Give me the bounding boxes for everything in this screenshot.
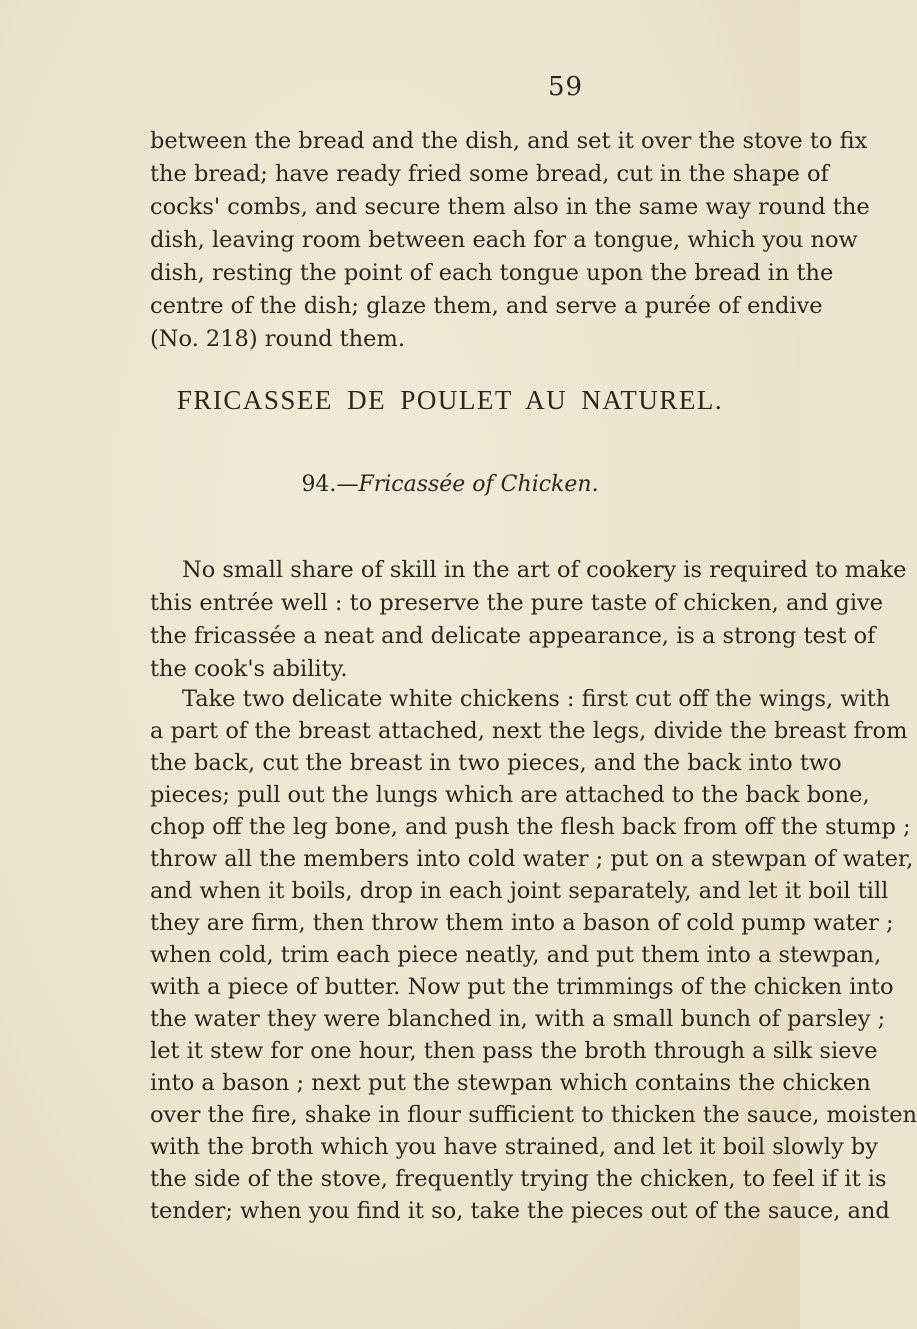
text-line: centre of the dish; glaze them, and serve a purée of endive xyxy=(150,293,823,319)
text-line: cocks' combs, and secure them also in the same way round the xyxy=(150,194,870,220)
text-line: throw all the members into cold water ; put on a stewpan of water, xyxy=(150,846,914,872)
text-line: they are firm, then throw them into a bason of cold pump water ; xyxy=(150,910,894,936)
text-line: tender; when you find it so, take the pieces out of the sauce, and xyxy=(150,1198,890,1224)
text-line: chop off the leg bone, and push the flesh back from off the stump ; xyxy=(150,814,911,840)
text-line: the side of the stove, frequently trying the chicken, to feel if it is xyxy=(150,1166,887,1192)
text-line: and when it boils, drop in each joint separately, and let it boil till xyxy=(150,878,889,904)
text-line: the water they were blanched in, with a small bunch of parsley ; xyxy=(150,1006,886,1032)
text-line: a part of the breast attached, next the legs, divide the breast from xyxy=(150,718,908,744)
method-paragraph xyxy=(150,683,917,1227)
text-line: the back, cut the breast in two pieces, and the back into two xyxy=(150,750,842,776)
text-line: dish, resting the point of each tongue upon the bread in the xyxy=(150,260,834,286)
text-line: the bread; have ready fried some bread, cut in the shape of xyxy=(150,161,829,187)
recipe-subtitle-text: —Fricassée of Chicken. xyxy=(336,472,599,497)
text-line: let it stew for one hour, then pass the broth through a silk sieve xyxy=(150,1038,878,1064)
intro-paragraph xyxy=(150,554,907,686)
text-line: with a piece of butter. Now put the trimmings of the chicken into xyxy=(150,974,894,1000)
text-line: over the fire, shake in flour sufficient to thicken the sauce, moisten xyxy=(150,1102,917,1128)
text-line: with the broth which you have strained, and let it boil slowly by xyxy=(150,1134,878,1160)
recipe-number: 94. xyxy=(301,472,337,497)
text-line: dish, leaving room between each for a tongue, which you now xyxy=(150,227,858,253)
text-line: the fricassée a neat and delicate appearance, is a strong test of xyxy=(150,623,876,649)
text-line: (No. 218) round them. xyxy=(150,326,405,352)
section-title: FRICASSEE DE POULET AU NATUREL. xyxy=(176,385,724,415)
text-line: pieces; pull out the lungs which are attached to the back bone, xyxy=(150,782,870,808)
text-line: between the bread and the dish, and set it over the stove to fix xyxy=(150,128,868,154)
text-line: Take two delicate white chickens : first cut off the wings, with xyxy=(182,686,891,712)
recipe-subtitle xyxy=(150,472,750,497)
page-number: 59 xyxy=(548,72,584,102)
text-line: the cook's ability. xyxy=(150,656,348,682)
text-line: No small share of skill in the art of cookery is required to make xyxy=(182,557,907,583)
text-line: when cold, trim each piece neatly, and put them into a stewpan, xyxy=(150,942,882,968)
continuation-paragraph xyxy=(150,125,870,356)
text-line: into a bason ; next put the stewpan which contains the chicken xyxy=(150,1070,871,1096)
text-line: this entrée well : to preserve the pure taste of chicken, and give xyxy=(150,590,884,616)
